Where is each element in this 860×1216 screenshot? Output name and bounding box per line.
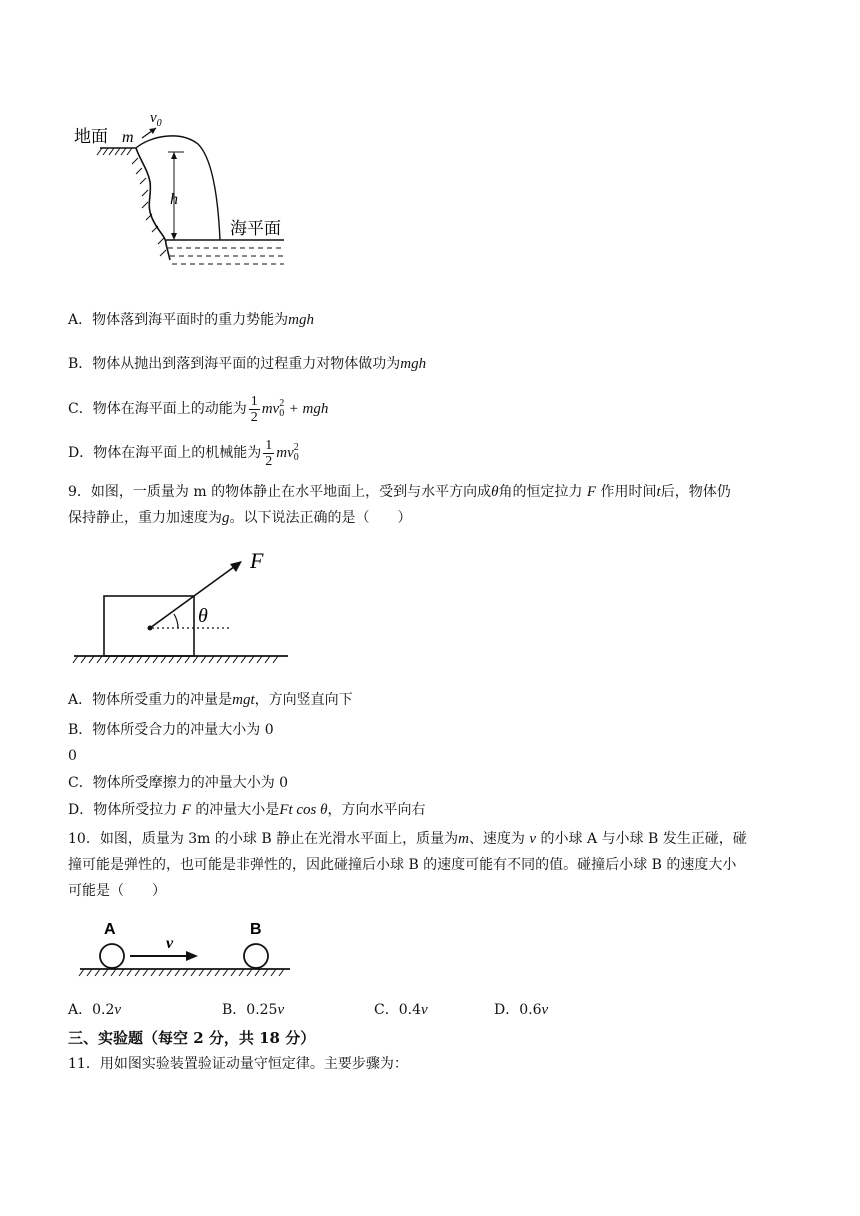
- q9-option-b[interactable]: B．物体所受合力的冲量大小为 0: [68, 722, 274, 738]
- block-force-figure: [68, 540, 298, 670]
- q10-option-c[interactable]: C．0.4v: [374, 1002, 428, 1018]
- h-label: h: [170, 191, 178, 208]
- section-3-heading: 三、实验题（每空 2 分，共 18 分）: [68, 1029, 316, 1047]
- q8-option-d[interactable]: D．物体在海平面上的机械能为 $\frac{1}{2}$ mv 2 0: [68, 437, 299, 469]
- q9-stray-zero: 0: [68, 748, 77, 764]
- q10-option-b[interactable]: B．0.25v: [222, 1002, 285, 1018]
- force-label: F: [250, 548, 264, 573]
- q9-option-a[interactable]: A．物体所受重力的冲量是mgt，方向竖直向下: [68, 692, 353, 708]
- collision-figure: [74, 918, 304, 982]
- mass-label: m: [122, 129, 134, 146]
- ground-label: 地面: [74, 127, 108, 147]
- question-10-stem: 10．如图，质量为 3m 的小球 B 静止在光滑水平面上，质量为m、速度为 v 的小球 A 与小球 B 发生正碰，碰 撞可能是弹性的，也可能是非弹性的，因此碰撞后小球 B 的速度可能有不同的值。碰撞后小球 B 的速度大小 可能是（ ）: [68, 831, 747, 899]
- question-11-stem: 11．用如图实验装置验证动量守恒定律。主要步骤为：: [68, 1056, 408, 1072]
- v0-label: $v_0$: [150, 110, 162, 129]
- fraction-half: $\frac{1}{2}$: [250, 393, 258, 425]
- ball-a-label: A: [104, 921, 116, 938]
- q9-option-c[interactable]: C．物体所受摩擦力的冲量大小为 0: [68, 775, 289, 791]
- sea-level-label: 海平面: [230, 219, 281, 239]
- q8-option-c[interactable]: C．物体在海平面上的动能为 $\frac{1}{2}$ mv 2 0 + mgh: [68, 393, 329, 425]
- fraction-half: $\frac{1}{2}$: [265, 437, 273, 469]
- q8-option-b[interactable]: B．物体从抛出到落到海平面的过程重力对物体做功为mgh: [68, 356, 427, 372]
- velocity-label: v: [166, 935, 174, 952]
- question-9-stem: 9．如图，一质量为 m 的物体静止在水平地面上，受到与水平方向成θ角的恒定拉力 F 作用时间t后，物体仍 保持静止，重力加速度为g。以下说法正确的是（ ）: [68, 484, 731, 526]
- q9-option-d[interactable]: D．物体所受拉力 F 的冲量大小是Ft cos θ，方向水平向右: [68, 802, 426, 818]
- q10-option-d[interactable]: D．0.6v: [494, 1002, 549, 1018]
- q10-option-a[interactable]: A．0.2v: [68, 1002, 122, 1018]
- q8-option-a[interactable]: A．物体落到海平面时的重力势能为mgh: [68, 312, 314, 328]
- ball-b-label: B: [250, 921, 262, 938]
- theta-label: θ: [198, 605, 208, 627]
- cliff-projectile-figure: [70, 108, 300, 278]
